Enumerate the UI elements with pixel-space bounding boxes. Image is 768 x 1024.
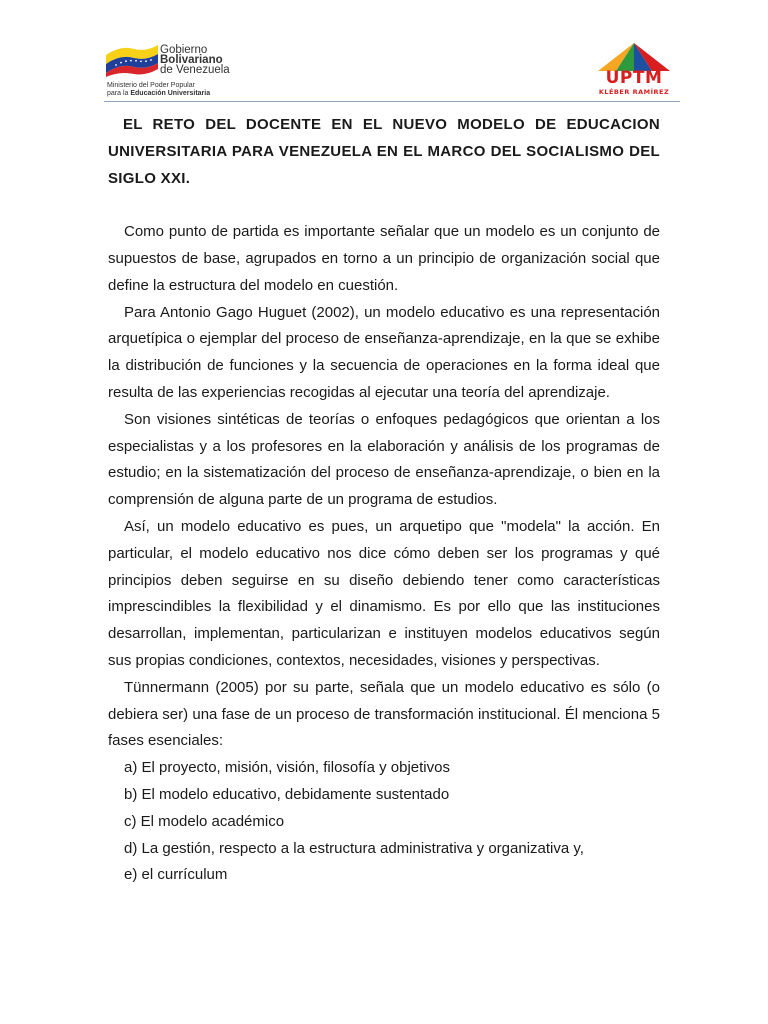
paragraph-2: Para Antonio Gago Huguet (2002), un modelo educativo es una representación arquetípica o ejemplar del proceso de enseñanza-aprendizaje, en la que se exhibe la distribución de funciones y la secuencia de operaciones en la forma ideal que resulta de las experiencias recogidas al ejecutar una teoría del aprendizaje. <box>108 303 660 401</box>
document-title: EL RETO DEL DOCENTE EN EL NUEVO MODELO DE EDUCACION UNIVERSITARIA PARA VENEZUELA EN EL MARCO DEL SOCIALISMO DEL SIGLO XXI. <box>108 116 660 187</box>
paragraph-3: Son visiones sintéticas de teorías o enfoques pedagógicos que orientan a los especialistas y a los profesores en la elaboración y análisis de los programas de estudio; en la sistematización del proceso de enseñanza-aprendizaje, o bien en la comprensión de alguna parte de un programa de estudios. <box>108 410 660 509</box>
title-spacer <box>108 192 660 219</box>
gov-logo-line3: de Venezuela <box>160 64 230 76</box>
phases-list <box>108 755 660 889</box>
paragraph-4: Así, un modelo educativo es pues, un arquetipo que "modela" la acción. En particular, el modelo educativo nos dice cómo deben ser los programas y qué principios deben seguirse en su diseño debiendo tener como características imprescindibles la flexibilidad y el dinamismo. Es por ello que las instituciones desarrollan, implementan, particularizan e instituyen modelos educativos según sus propias condiciones, contextos, necesidades, visiones y perspectivas. <box>108 517 660 669</box>
uptm-name: UPTM <box>605 68 663 88</box>
ministry-line2-prefix: para la <box>107 90 131 97</box>
gov-logo-line1: Gobierno <box>160 44 208 56</box>
header-divider <box>104 101 680 102</box>
paragraph-1: Como punto de partida es importante señalar que un modelo es un conjunto de supuestos de base, agrupados en torno a un principio de organización social que define la estructura del modelo en cuestión. <box>108 223 660 294</box>
list-item: e) el currículum <box>124 866 228 884</box>
gov-logo-line2: Bolivariano <box>160 54 223 66</box>
uptm-logo <box>588 42 680 100</box>
uptm-subtitle: KLÉBER RAMÍREZ <box>598 88 670 96</box>
ministry-line1: Ministerio del Poder Popular <box>107 82 195 89</box>
gobierno-bolivariano-logo <box>104 43 264 95</box>
list-item: a) El proyecto, misión, visión, filosofía y objetivos <box>124 759 450 777</box>
page-header <box>104 40 680 102</box>
paragraph-5: Tünnermann (2005) por su parte, señala que un modelo educativo es sólo (o debiera ser) una fase de un proceso de transformación institucional. Él menciona 5 fases esenciales: <box>108 678 660 750</box>
document-body <box>108 112 660 889</box>
list-item: b) El modelo educativo, debidamente sustentado <box>124 785 450 803</box>
list-item: c) El modelo académico <box>124 812 285 830</box>
ministry-label <box>107 82 277 98</box>
ministry-line2-bold: Educación Universitaria <box>130 90 211 97</box>
gov-logo-text <box>160 45 230 75</box>
venezuela-flag-icon <box>104 43 160 77</box>
list-item: d) La gestión, respecto a la estructura administrativa y organizativa y, <box>124 839 584 857</box>
